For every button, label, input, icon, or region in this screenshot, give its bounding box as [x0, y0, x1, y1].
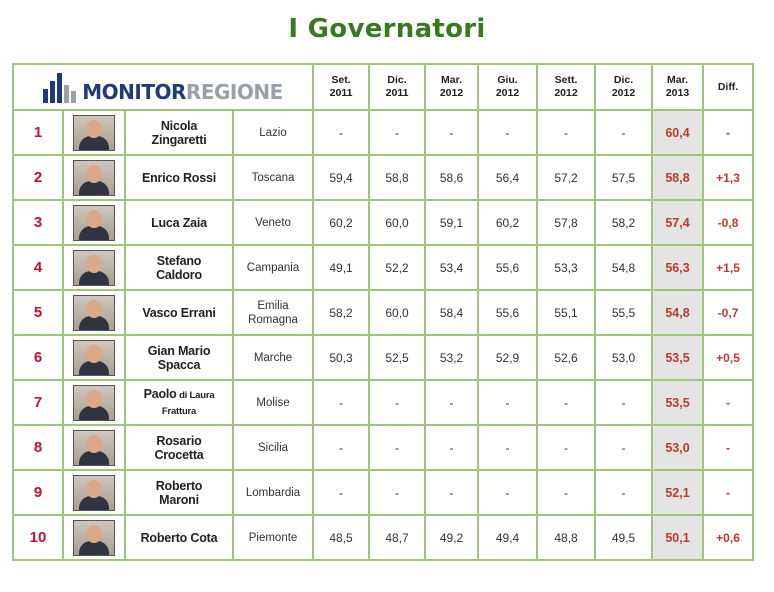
mar-2013-cell: 60,4	[652, 110, 703, 155]
photo-cell	[63, 245, 125, 290]
value-cell: 58,8	[369, 155, 425, 200]
table-row	[13, 110, 753, 155]
value-cell: -	[425, 110, 478, 155]
rank-cell: 5	[13, 290, 63, 335]
value-cell: -	[537, 425, 595, 470]
mar-2013-cell: 56,3	[652, 245, 703, 290]
rank-cell: 3	[13, 200, 63, 245]
mar-2013-cell: 57,4	[652, 200, 703, 245]
value-cell: 52,2	[369, 245, 425, 290]
header-row	[13, 64, 753, 110]
value-cell: -	[595, 470, 652, 515]
region-cell: Emilia Romagna	[233, 290, 313, 335]
value-cell: -	[478, 425, 537, 470]
photo-cell	[63, 200, 125, 245]
table-row	[13, 470, 753, 515]
page-title: I Governatori	[288, 14, 486, 44]
table-row	[13, 290, 753, 335]
governor-name: Stefano Caldoro	[125, 245, 233, 290]
region-cell: Lombardia	[233, 470, 313, 515]
value-cell: -	[313, 470, 369, 515]
column-header: Sett. 2012	[537, 64, 595, 110]
governors-table	[12, 63, 754, 561]
value-cell: -	[595, 380, 652, 425]
value-cell: 52,5	[369, 335, 425, 380]
governor-photo	[73, 250, 115, 286]
value-cell: -	[369, 425, 425, 470]
value-cell: 57,2	[537, 155, 595, 200]
governor-photo	[73, 520, 115, 556]
diff-cell: -	[703, 110, 753, 155]
region-cell: Veneto	[233, 200, 313, 245]
value-cell: 59,1	[425, 200, 478, 245]
governor-photo	[73, 205, 115, 241]
value-cell: -	[478, 110, 537, 155]
column-header: Diff.	[703, 64, 753, 110]
table-row	[13, 155, 753, 200]
region-cell: Toscana	[233, 155, 313, 200]
mar-2013-cell: 52,1	[652, 470, 703, 515]
table-row	[13, 200, 753, 245]
photo-cell	[63, 290, 125, 335]
diff-cell: -0,7	[703, 290, 753, 335]
rank-cell: 1	[13, 110, 63, 155]
region-cell: Campania	[233, 245, 313, 290]
column-header: Set. 2011	[313, 64, 369, 110]
photo-cell	[63, 110, 125, 155]
value-cell: 49,2	[425, 515, 478, 560]
value-cell: 50,3	[313, 335, 369, 380]
rank-cell: 4	[13, 245, 63, 290]
value-cell: 57,8	[537, 200, 595, 245]
value-cell: 55,5	[595, 290, 652, 335]
value-cell: 58,2	[595, 200, 652, 245]
governor-name: Nicola Zingaretti	[125, 110, 233, 155]
value-cell: -	[369, 110, 425, 155]
value-cell: -	[369, 470, 425, 515]
governor-photo	[73, 160, 115, 196]
value-cell: 53,4	[425, 245, 478, 290]
mar-2013-cell: 58,8	[652, 155, 703, 200]
governor-name: Gian Mario Spacca	[125, 335, 233, 380]
logo-text-regione: REGIONE	[185, 80, 283, 104]
table-row	[13, 335, 753, 380]
value-cell: -	[313, 380, 369, 425]
governor-name: Enrico Rossi	[125, 155, 233, 200]
rank-cell: 7	[13, 380, 63, 425]
column-header: Mar. 2012	[425, 64, 478, 110]
value-cell: 52,9	[478, 335, 537, 380]
rank-cell: 6	[13, 335, 63, 380]
value-cell: 55,6	[478, 245, 537, 290]
value-cell: 60,0	[369, 200, 425, 245]
value-cell: -	[478, 380, 537, 425]
governor-photo	[73, 430, 115, 466]
value-cell: -	[595, 110, 652, 155]
governor-name: Roberto Maroni	[125, 470, 233, 515]
governor-name: Rosario Crocetta	[125, 425, 233, 470]
mar-2013-cell: 53,5	[652, 380, 703, 425]
photo-cell	[63, 155, 125, 200]
rank-cell: 2	[13, 155, 63, 200]
table-row	[13, 245, 753, 290]
table-row	[13, 425, 753, 470]
value-cell: 49,5	[595, 515, 652, 560]
diff-cell: -0,8	[703, 200, 753, 245]
governor-photo	[73, 340, 115, 376]
table-row	[13, 515, 753, 560]
governor-name-small: di Laura Frattura	[161, 389, 215, 417]
mar-2013-cell: 53,0	[652, 425, 703, 470]
rank-cell: 8	[13, 425, 63, 470]
value-cell: -	[595, 425, 652, 470]
logo-text-monitor: MONITOR	[82, 80, 186, 104]
mar-2013-cell: 54,8	[652, 290, 703, 335]
value-cell: 58,6	[425, 155, 478, 200]
value-cell: 49,1	[313, 245, 369, 290]
governor-name: Roberto Cota	[125, 515, 233, 560]
value-cell: 49,4	[478, 515, 537, 560]
column-header: Mar. 2013	[652, 64, 703, 110]
value-cell: -	[425, 380, 478, 425]
value-cell: -	[537, 470, 595, 515]
value-cell: 60,2	[478, 200, 537, 245]
diff-cell: +1,5	[703, 245, 753, 290]
photo-cell	[63, 515, 125, 560]
region-cell: Marche	[233, 335, 313, 380]
value-cell: -	[425, 425, 478, 470]
rank-cell: 9	[13, 470, 63, 515]
value-cell: 58,4	[425, 290, 478, 335]
governor-photo	[73, 115, 115, 151]
photo-cell	[63, 425, 125, 470]
column-header: Giu. 2012	[478, 64, 537, 110]
diff-cell: +0,6	[703, 515, 753, 560]
diff-cell: -	[703, 380, 753, 425]
photo-cell	[63, 335, 125, 380]
value-cell: 53,3	[537, 245, 595, 290]
region-cell: Sicilia	[233, 425, 313, 470]
table-row	[13, 380, 753, 425]
diff-cell: +1,3	[703, 155, 753, 200]
value-cell: -	[313, 425, 369, 470]
value-cell: 59,4	[313, 155, 369, 200]
value-cell: 56,4	[478, 155, 537, 200]
value-cell: 60,0	[369, 290, 425, 335]
value-cell: 54,8	[595, 245, 652, 290]
value-cell: 48,5	[313, 515, 369, 560]
value-cell: 48,7	[369, 515, 425, 560]
value-cell: 48,8	[537, 515, 595, 560]
value-cell: -	[369, 380, 425, 425]
governor-name: Luca Zaia	[125, 200, 233, 245]
governor-photo	[73, 385, 115, 421]
value-cell: -	[313, 110, 369, 155]
region-cell: Molise	[233, 380, 313, 425]
diff-cell: -	[703, 425, 753, 470]
value-cell: 53,2	[425, 335, 478, 380]
value-cell: 60,2	[313, 200, 369, 245]
value-cell: -	[537, 380, 595, 425]
value-cell: 57,5	[595, 155, 652, 200]
rank-cell: 10	[13, 515, 63, 560]
governor-name: Vasco Errani	[125, 290, 233, 335]
diff-cell: +0,5	[703, 335, 753, 380]
logo-cell	[13, 64, 313, 110]
value-cell: 52,6	[537, 335, 595, 380]
value-cell: -	[425, 470, 478, 515]
governor-name: Paolo di Laura Frattura	[125, 380, 233, 425]
photo-cell	[63, 380, 125, 425]
value-cell: 55,1	[537, 290, 595, 335]
diff-cell: -	[703, 470, 753, 515]
region-cell: Piemonte	[233, 515, 313, 560]
region-cell: Lazio	[233, 110, 313, 155]
value-cell: -	[478, 470, 537, 515]
value-cell: -	[537, 110, 595, 155]
governor-photo	[73, 295, 115, 331]
value-cell: 55,6	[478, 290, 537, 335]
monitor-regione-logo	[14, 71, 312, 103]
governor-photo	[73, 475, 115, 511]
photo-cell	[63, 470, 125, 515]
column-header: Dic. 2011	[369, 64, 425, 110]
value-cell: 58,2	[313, 290, 369, 335]
mar-2013-cell: 50,1	[652, 515, 703, 560]
value-cell: 53,0	[595, 335, 652, 380]
column-header: Dic. 2012	[595, 64, 652, 110]
bar-chart-icon	[43, 71, 76, 103]
mar-2013-cell: 53,5	[652, 335, 703, 380]
